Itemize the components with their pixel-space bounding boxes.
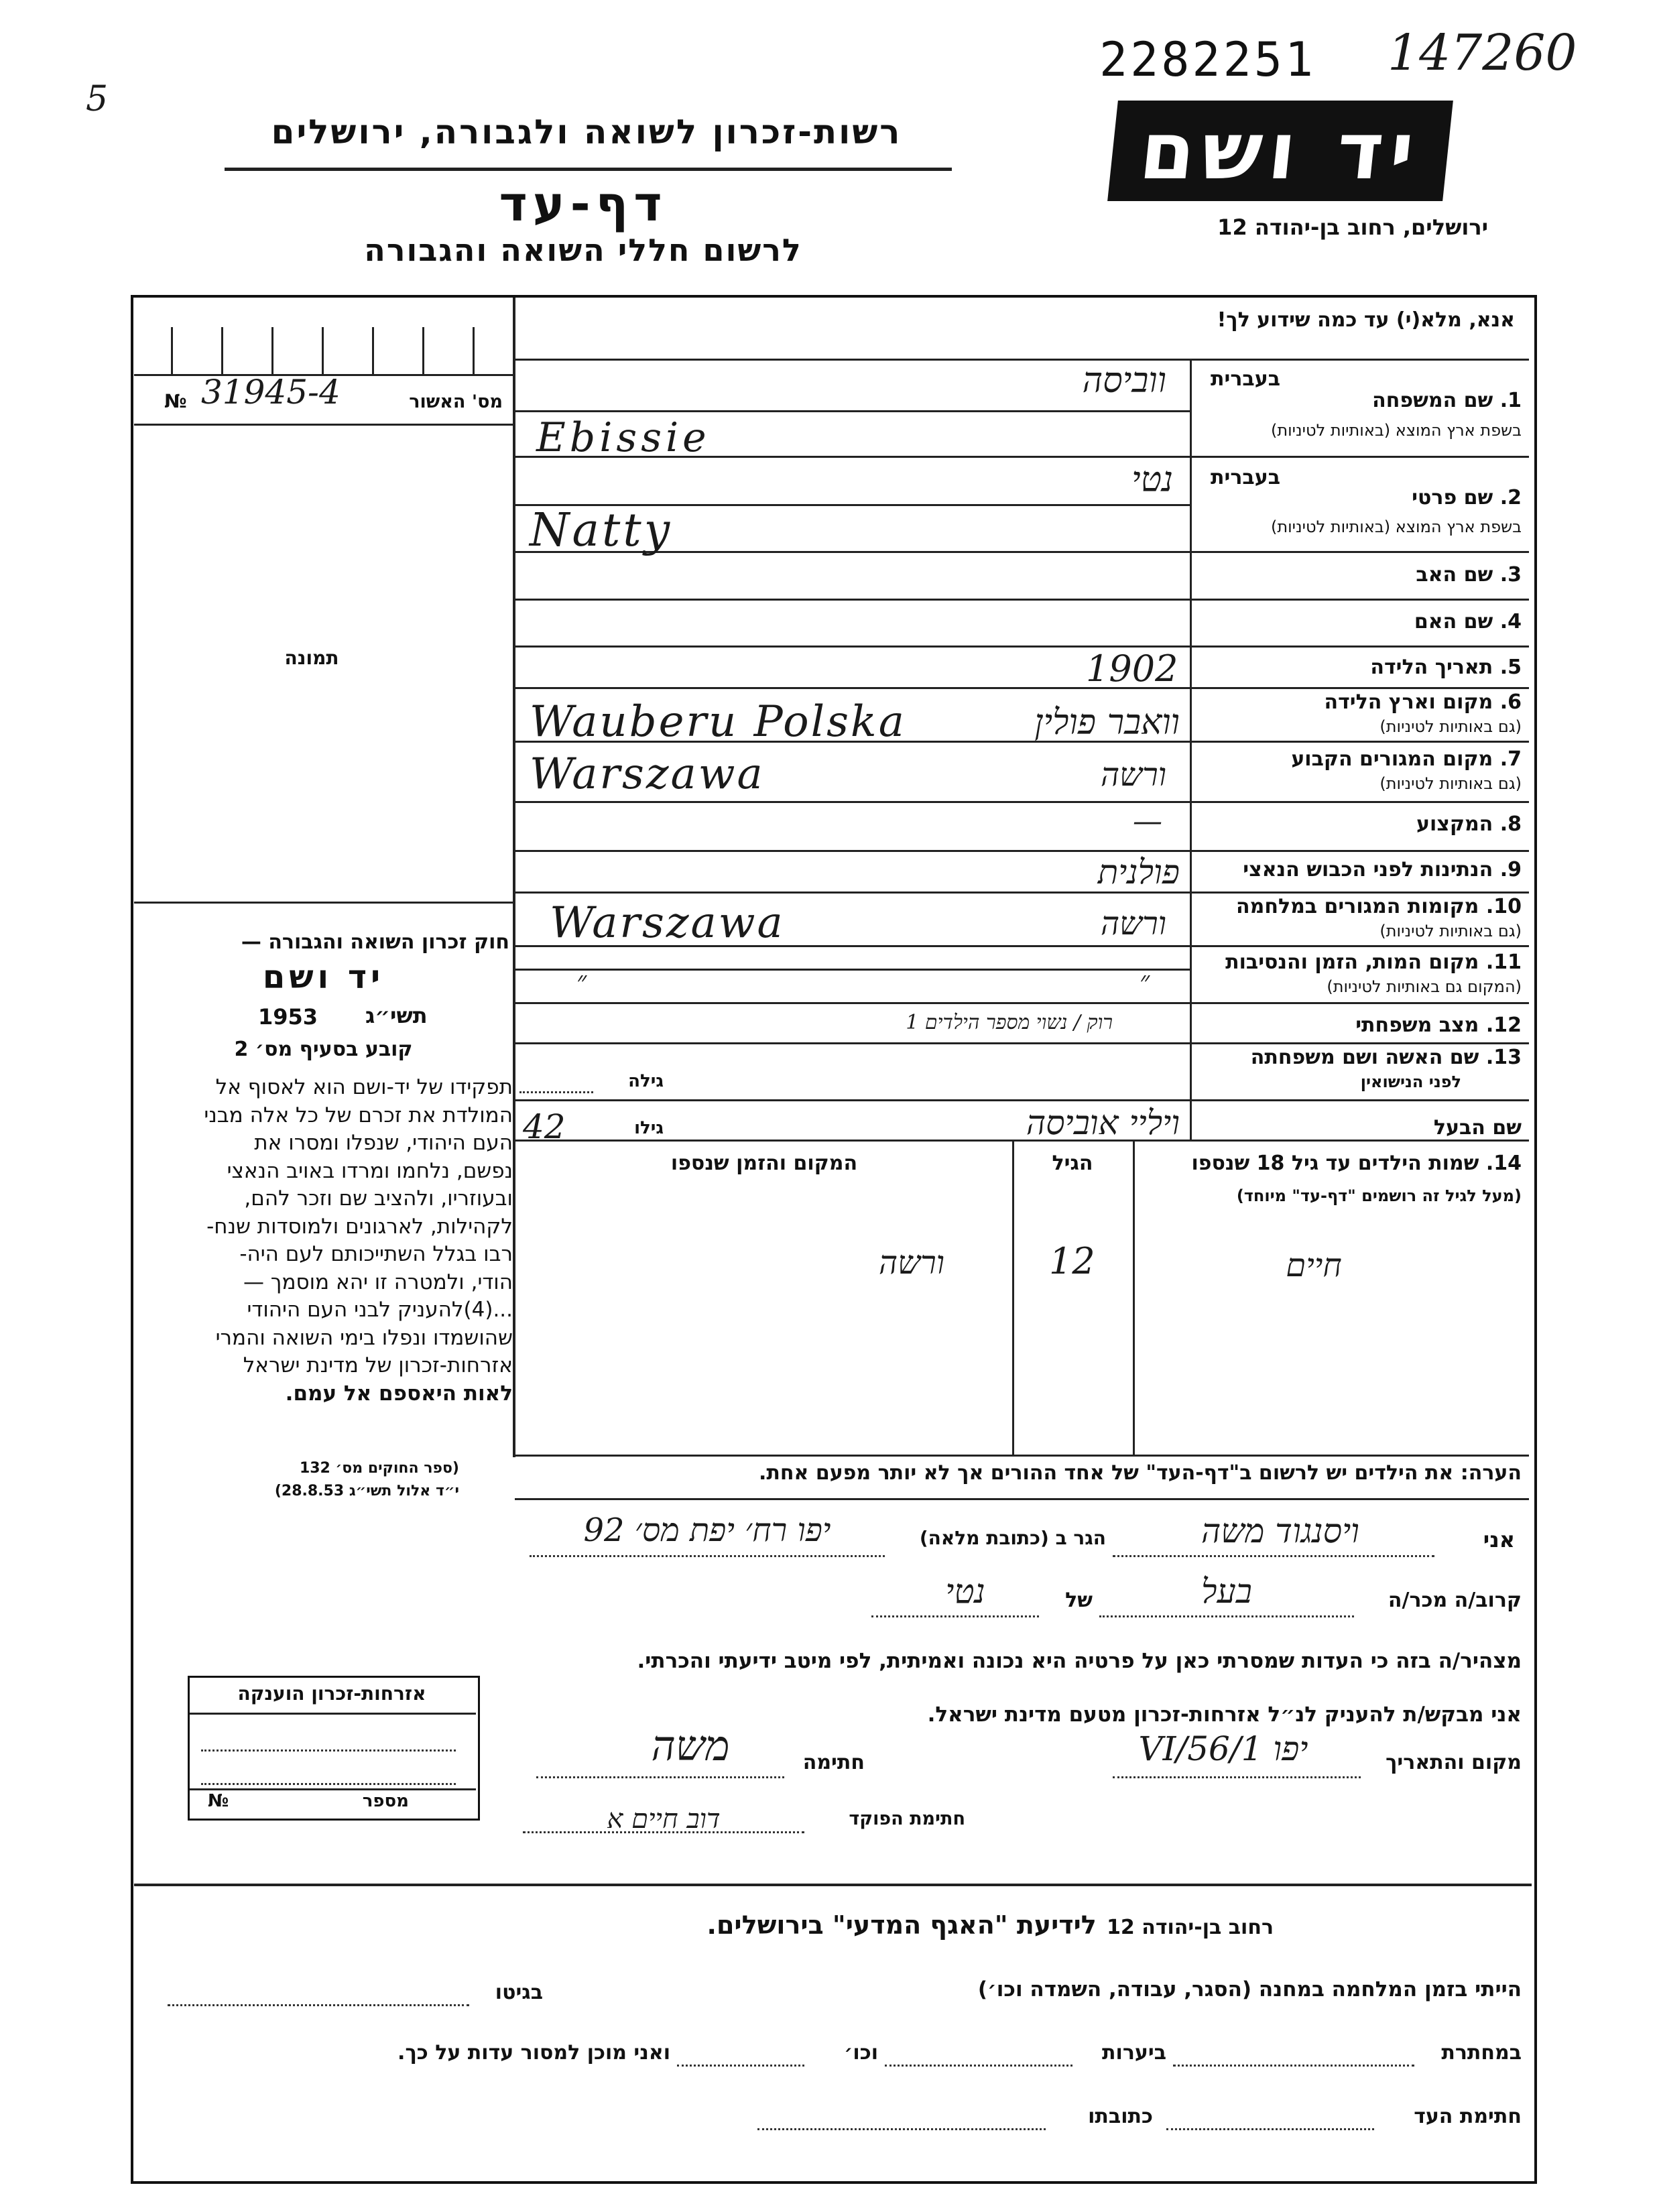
law-year-he: תשי״ג <box>365 1003 428 1028</box>
etc-line <box>677 2065 804 2067</box>
instruction: אנא, מלא(י) עד כמה שידוע לך! <box>1217 308 1515 332</box>
forests-line <box>885 2065 1072 2067</box>
bottom-heading-text: לידיעת "האגף המדעי" בירושלים. <box>706 1910 1097 1940</box>
photo-label: תמונה <box>284 647 339 669</box>
underground-label: במחתרת <box>1441 2041 1522 2065</box>
law-line: תפקידו של יד-ושם הוא לאסוף אל <box>215 1075 513 1099</box>
f8-label <box>1260 812 1522 836</box>
f7-note: (גם באותיות לטיניות) <box>1379 774 1522 793</box>
husband-age: 42 <box>523 1107 566 1146</box>
f6-label <box>1207 690 1522 714</box>
rule-f11 <box>515 1002 1529 1004</box>
citizenship-dots-2 <box>201 1783 456 1785</box>
law-line: המולדת את זכרם של כל אלה מבני <box>204 1103 513 1127</box>
law-year: 1953 <box>258 1004 318 1030</box>
f1-heb-tag: בעברית <box>1211 367 1280 391</box>
husband-value: ויליי אוביסה <box>1026 1103 1180 1142</box>
stamp-number: 2282251 <box>1099 32 1316 87</box>
photo-bottom-rule <box>134 902 513 904</box>
bottom-address: רחוב בן-יהודה 12 <box>1107 1916 1274 1939</box>
f6-label-text: מקום וארץ הלידה <box>1324 690 1493 714</box>
ruler-tick <box>271 327 273 374</box>
f2-label <box>1260 486 1522 509</box>
decl-i-line <box>1113 1555 1434 1557</box>
child-place[interactable]: ורשה <box>879 1244 944 1282</box>
law-ref-1: (ספר החוקים מס׳ 132 <box>299 1460 459 1477</box>
authority-underline <box>225 168 952 171</box>
citizenship-dots-1 <box>201 1749 456 1752</box>
f8-label-text: המקצוע <box>1416 812 1493 836</box>
law-ref-2: י״ד אלול תשי״ג 28.8.53) <box>274 1483 459 1499</box>
labels-divider <box>1190 359 1192 1140</box>
f13-age-line <box>519 1091 593 1093</box>
decl-official-value: דוב חיים א <box>607 1804 721 1835</box>
f1-num: 1. <box>1499 389 1522 412</box>
law-line: לאות היאספם אל עמם. <box>285 1381 513 1406</box>
f10-label-text: מקומות המגורים במלחמה <box>1236 895 1479 918</box>
law-line: רבו בגלל השתייכותם לעם היה- <box>239 1242 513 1266</box>
decl-i-value: ויסנגוד משה <box>1201 1512 1359 1550</box>
law-clause: קובע בסעיף מס׳ 2 <box>234 1038 413 1061</box>
citizenship-title-rule <box>190 1713 476 1715</box>
etc-label: וכו׳ <box>844 2041 878 2065</box>
rule-f12 <box>515 1042 1529 1044</box>
f11-value-b: ״ <box>576 966 587 997</box>
decl-of-label: של <box>1065 1589 1093 1612</box>
f4-num: 4. <box>1499 610 1522 633</box>
f2-num: 2. <box>1499 486 1522 509</box>
decl-signature-value: משה <box>651 1721 730 1770</box>
f13-age-label: גילה <box>628 1071 664 1091</box>
citizenship-number-rule <box>190 1788 476 1790</box>
f14-label <box>1140 1152 1522 1175</box>
f13-label-text: שם האשה ושם משפחתה <box>1250 1046 1479 1069</box>
f1-label <box>1260 389 1522 412</box>
f8-num: 8. <box>1499 812 1522 836</box>
ruler-tick <box>372 327 374 374</box>
handwritten-number: 147260 <box>1388 24 1577 82</box>
witness-address-line <box>757 2128 1046 2130</box>
f12-num: 12. <box>1485 1013 1522 1037</box>
f4-label <box>1260 610 1522 633</box>
decl-place-date-value: יפו 1/VI/56 <box>1138 1729 1308 1768</box>
f9-label-text: הנתינות לפני הכבוש הנאצי <box>1243 858 1493 881</box>
note-text: את הילדים יש לרשום ב"דף-העד" של אחד ההורים אך לא יותר מפעם אחת. <box>759 1461 1454 1485</box>
decl-resident-value: יפו רח׳ יפת מס׳ 92 <box>583 1512 831 1549</box>
f7-value-he: ורשה <box>1101 756 1166 794</box>
rule-f3 <box>515 599 1529 601</box>
decl-relative-value: בעל <box>1201 1572 1252 1611</box>
f3-label-text: שם האב <box>1416 563 1493 587</box>
approval-label: מס' האשור <box>409 391 503 412</box>
approval-number: 31945-4 <box>201 373 341 412</box>
rule-f7 <box>515 801 1529 803</box>
f14-num: 14. <box>1485 1152 1522 1175</box>
decl-relative-label: קרוב/ה מכר/ה <box>1388 1589 1522 1612</box>
ruler-tick <box>171 327 173 374</box>
rule-f9 <box>515 892 1529 894</box>
decl-of-line <box>871 1615 1039 1617</box>
f5-num: 5. <box>1499 656 1522 679</box>
law-name: יד ושם <box>262 959 385 996</box>
rule-f13 <box>515 1099 1529 1101</box>
f10-value-latin: Warszawa <box>550 898 785 948</box>
camp-line: הייתי בזמן המלחמה במחנה (הסגר, עבודה, השמדה וכו׳) <box>977 1977 1522 2002</box>
f2-latin-note: בשפת ארץ המוצא (באותיות לטיניות) <box>1271 517 1522 536</box>
corner-mark: 5 <box>86 79 109 119</box>
f10-label <box>1200 895 1522 918</box>
ruler-tick <box>221 327 223 374</box>
decl-place-date-line <box>1113 1776 1361 1778</box>
law-title: חוק זכרון השואה והגבורה — <box>241 930 509 954</box>
decl-resident-line <box>530 1555 885 1557</box>
f11-num: 11. <box>1485 950 1522 974</box>
f2-label-text: שם פרטי <box>1412 486 1493 509</box>
decl-signature-label: חתימה <box>802 1751 865 1774</box>
f11-note: (המקום גם באותיות לטיניות) <box>1327 977 1522 996</box>
ruler-tick <box>473 327 475 374</box>
witness-sig-line <box>1166 2128 1374 2130</box>
f6-note: (גם באותיות לטיניות) <box>1379 717 1522 736</box>
children-bottom-rule <box>515 1455 1529 1457</box>
f11-label-text: מקום המות, הזמן והנסיבות <box>1225 950 1479 974</box>
f7-value-latin: Warszawa <box>530 749 765 799</box>
f11-label <box>1200 950 1522 974</box>
f7-label <box>1207 747 1522 771</box>
form-title: דף-עד <box>499 176 668 232</box>
bottom-heading <box>550 1910 1274 1940</box>
f2-value-he: נטי <box>1131 460 1173 500</box>
law-line: העם היהודי, שנפלו ומסרו את <box>254 1131 513 1155</box>
rule-f11-mid <box>515 969 1190 971</box>
rule-f8 <box>515 850 1529 852</box>
f10-note: (גם באותיות לטיניות) <box>1379 922 1522 940</box>
f13-sub: לפני הנישואין <box>1360 1072 1461 1091</box>
decl-place-date-label: מקום והתאריך <box>1386 1751 1522 1774</box>
ghetto-line <box>168 2004 469 2006</box>
children-col-divider-1 <box>1133 1140 1135 1455</box>
f1-value-he: ווביסה <box>1082 361 1166 401</box>
approval-prefix: № <box>164 390 187 412</box>
witness-sig-label: חתימת העד <box>1414 2105 1522 2128</box>
f10-num: 10. <box>1485 895 1522 918</box>
f2-heb-tag: בעברית <box>1211 466 1280 489</box>
f5-value: 1902 <box>1086 648 1178 690</box>
f9-value: פולנית <box>1097 853 1180 892</box>
f6-value-he: וואבר פולין <box>1034 702 1180 743</box>
f9-num: 9. <box>1499 858 1522 881</box>
f12-label-text: מצב משפחתי <box>1355 1013 1479 1037</box>
citizenship-title: אזרחות-זכרון הוענקה <box>237 1682 426 1705</box>
header-address: ירושלים, רחוב בן-יהודה 12 <box>1217 214 1488 240</box>
ghetto-label: בגיטו <box>495 1981 543 2004</box>
law-line: שהושמדו ונפלו בימי השואה והמרי <box>215 1325 513 1350</box>
bottom-section-rule <box>134 1884 1532 1886</box>
decl-statement: מצהיר/ה בזה כי העדות שמסרתי כאן על פרטיה היא נכונה ואמיתית, לפי מיטב ידיעתי והכרתי. <box>637 1649 1522 1673</box>
note-label: הערה: <box>1460 1461 1522 1485</box>
f13-num: 13. <box>1485 1046 1522 1069</box>
ruler-tick <box>322 327 324 374</box>
f14-label-text: שמות הילדים עד גיל 18 שנספו <box>1191 1152 1479 1175</box>
f1-label-text: שם המשפחה <box>1372 389 1493 412</box>
ready-text: ואני מוכן למסור עדות על כך. <box>397 2041 670 2065</box>
decl-i-label: אני <box>1483 1527 1515 1552</box>
child-name[interactable]: חיים <box>1286 1247 1342 1284</box>
decl-resident-label: הגר ב (כתובת מלאה) <box>919 1527 1106 1549</box>
ruler-tick <box>422 327 424 374</box>
law-line: אזרחות-זכרון של מדינת ישראל <box>243 1353 513 1377</box>
children-col-place: המקום והזמן שנספו <box>670 1152 858 1175</box>
f5-label-text: תאריך הלידה <box>1370 656 1493 679</box>
decl-request: אני מבקש/ת להעניק לנ״ל אזרחות-זכרון מטעם מדינת ישראל. <box>927 1703 1522 1727</box>
f12-label <box>1260 1013 1522 1037</box>
f7-num: 7. <box>1499 747 1522 771</box>
law-line: הודי, ולמטרה זו יהא מוסמך — <box>243 1270 513 1294</box>
husband-label: שם הבעל <box>1433 1116 1522 1140</box>
form-subtitle: לרשום חללי השואה והגבורה <box>364 232 802 268</box>
law-line: ...(4)להעניק לבני העם היהודי <box>247 1298 513 1322</box>
underground-line <box>1173 2065 1414 2067</box>
f14-sub: (מעל לגיל זה רושמים "דף-עד" מיוחד) <box>1236 1186 1522 1205</box>
approval-rule <box>134 424 513 426</box>
f6-num: 6. <box>1499 690 1522 714</box>
f9-label <box>1200 858 1522 881</box>
f13-label <box>1200 1046 1522 1069</box>
f7-label-text: מקום המגורים הקבוע <box>1291 747 1493 771</box>
law-line: ובעוזריו, ולהציב שם וזכר להם, <box>244 1186 513 1211</box>
note-bottom-rule <box>515 1498 1529 1500</box>
f1-latin-note: בשפת ארץ המוצא (באותיות לטיניות) <box>1271 421 1522 440</box>
f2-value-latin: Natty <box>530 504 673 557</box>
f8-value: — <box>1133 804 1162 839</box>
law-text <box>137 1074 513 1408</box>
f1-value-latin: Ebissie <box>536 414 711 461</box>
law-line: לקהילות, לארגונים ולמוסדות שנח- <box>206 1214 513 1239</box>
child-age[interactable]: 12 <box>1049 1240 1095 1282</box>
f10-value-he: ורשה <box>1101 905 1166 942</box>
f3-label <box>1260 563 1522 587</box>
decl-of-value: נטי <box>945 1572 985 1611</box>
decl-signature-line <box>536 1776 784 1778</box>
f3-num: 3. <box>1499 563 1522 587</box>
authority-line: רשות-זכרון לשואה ולגבורה, ירושלים <box>271 113 902 151</box>
note-line <box>530 1461 1522 1485</box>
citizenship-number-prefix: № <box>208 1791 229 1811</box>
rule-f4 <box>515 646 1529 648</box>
decl-official-label: חתימת הפוקד <box>849 1808 965 1829</box>
yad-vashem-logo: יד ושם <box>1107 101 1453 201</box>
forests-label: ביערות <box>1102 2041 1166 2065</box>
children-col-divider-2 <box>1012 1140 1014 1455</box>
f5-label <box>1260 656 1522 679</box>
rule-f5 <box>515 687 1529 689</box>
husband-age-label: גילו <box>634 1118 664 1138</box>
f4-label-text: שם האם <box>1414 610 1493 633</box>
left-column-divider <box>513 298 515 1457</box>
rule-f1-mid <box>515 410 1190 412</box>
f12-value: רוק / נשוי מספר הילדים 1 <box>906 1011 1113 1034</box>
witness-address-label: כתובתו <box>1088 2105 1153 2128</box>
f6-value-latin: Wauberu Polska <box>530 697 906 747</box>
citizenship-number-label: מספר <box>362 1791 409 1811</box>
decl-relative-line <box>1099 1615 1354 1617</box>
f11-value-a: ״ <box>1140 966 1150 997</box>
children-col-age: הגיל <box>1052 1152 1093 1175</box>
law-line: נפשם, נלחמו ומרדו באויב הנאצי <box>227 1158 513 1183</box>
